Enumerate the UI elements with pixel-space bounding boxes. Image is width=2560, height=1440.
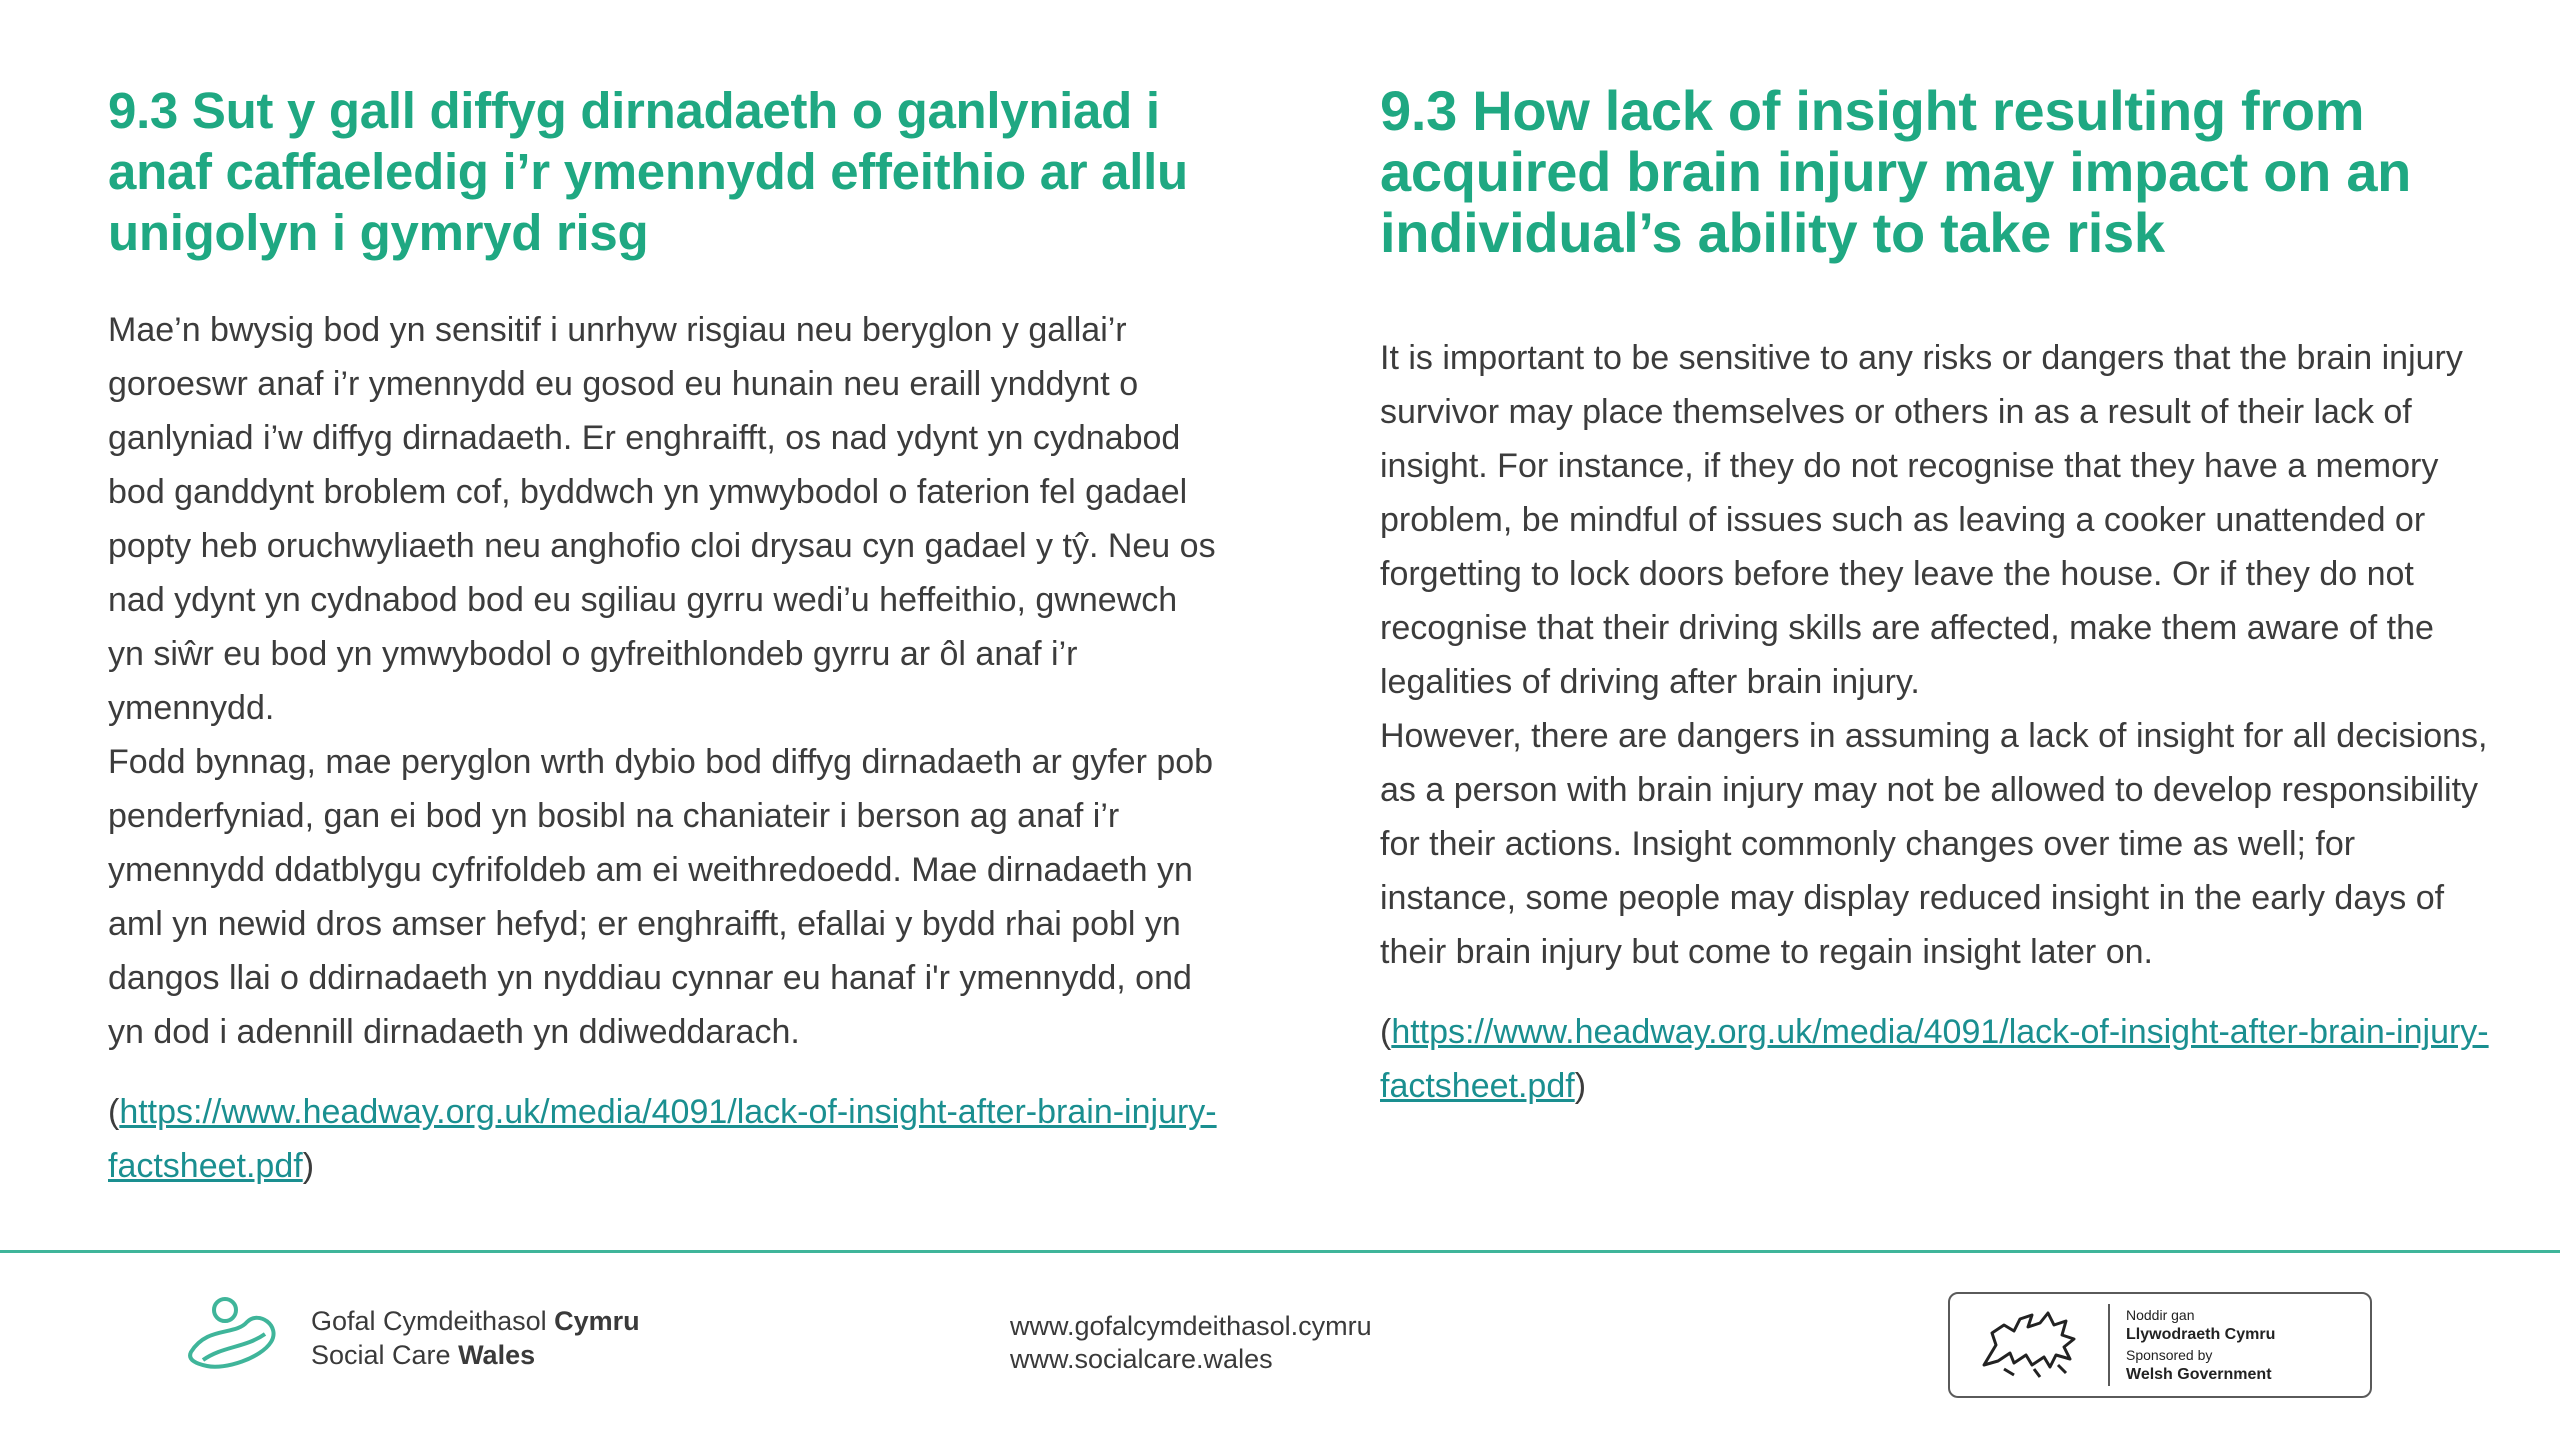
welsh-ref-open: ( bbox=[108, 1093, 120, 1131]
welsh-column bbox=[108, 80, 1218, 1193]
english-ref-open: ( bbox=[1380, 1013, 1392, 1051]
gov-line4: Welsh Government bbox=[2126, 1366, 2272, 1383]
logo-line2-regular: Social Care bbox=[311, 1340, 459, 1370]
gov-line1: Noddir gan bbox=[2126, 1307, 2195, 1323]
footer-urls bbox=[1010, 1310, 1372, 1376]
welsh-reference bbox=[108, 1085, 1218, 1193]
gov-line3: Sponsored by bbox=[2126, 1347, 2213, 1363]
gov-text bbox=[2110, 1305, 2275, 1385]
welsh-government-badge bbox=[1948, 1292, 2372, 1398]
english-column bbox=[1380, 80, 2490, 1113]
welsh-ref-close: ) bbox=[302, 1147, 315, 1185]
logo-text bbox=[311, 1304, 640, 1372]
english-reference bbox=[1380, 1005, 2490, 1113]
english-ref-close: ) bbox=[1574, 1067, 1587, 1105]
social-care-wales-logo bbox=[185, 1296, 640, 1380]
gov-line2: Llywodraeth Cymru bbox=[2126, 1326, 2276, 1343]
english-body: It is important to be sensitive to any risks or dangers that the brain injury survivor may place themselves or others in as a result of their lack of insight. For instance, if they do not recognise that they have a memory problem, be mindful of issues such as leaving a cooker unattended or forgetting to lock doors before they leave the house. Or if they do not recognise that their driving skills are affected, make them aware of the legalities of driving after brain injury. However, there are dangers in assuming a lack of insight for all decisions, as a person with brain injury may not be allowed to develop responsibility for their actions. Insight commonly changes over time as well; for instance, some people may display reduced insight in the early days of their brain injury but come to regain insight later on. bbox=[1380, 339, 2488, 971]
welsh-reference-link[interactable]: https://www.headway.org.uk/media/4091/lack-of-insight-after-brain-injury-factsheet.pdf bbox=[108, 1093, 1217, 1185]
english-reference-link[interactable]: https://www.headway.org.uk/media/4091/lack-of-insight-after-brain-injury-factsheet.pdf bbox=[1380, 1013, 2489, 1105]
welsh-body: Mae’n bwysig bod yn sensitif i unrhyw risgiau neu beryglon y gallai’r goroeswr anaf i’r ymennydd eu gosod eu hunain neu eraill ynddynt o ganlyniad i’w diffyg dirnadaeth. Er enghraifft, os nad ydynt yn cydnabod bod ganddynt broblem cof, byddwch yn ymwybodol o faterion fel gadael popty heb oruchwyliaeth neu anghofio cloi drysau cyn gadael y tŷ. Neu os nad ydynt yn cydnabod bod eu sgiliau gyrru wedi’u heffeithio, gwnewch yn siŵr eu bod yn ymwybodol o gyfreithlondeb gyrru ar ôl anaf i’r ymennydd. Fodd bynnag, mae peryglon wrth dybio bod diffyg dirnadaeth ar gyfer pob penderfyniad, gan ei bod yn bosibl na chaniateir i berson ag anaf i’r ymennydd ddatblygu cyfrifoldeb am ei weithredoedd. Mae dirnadaeth yn aml yn newid dros amser hefyd; er enghraifft, efallai y bydd rhai pobl yn dangos llai o ddirnadaeth yn nyddiau cynnar eu hanaf i'r ymennydd, ond yn dod i adennill dirnadaeth yn ddiweddarach. bbox=[108, 311, 1216, 1051]
logo-line1-bold: Cymru bbox=[554, 1306, 640, 1336]
logo-line2-bold: Wales bbox=[458, 1340, 536, 1370]
english-heading: 9.3 How lack of insight resulting from acquired brain injury may impact on an individual’s ability to take risk bbox=[1380, 79, 2412, 264]
welsh-dragon-icon bbox=[1950, 1304, 2110, 1386]
url-english[interactable]: www.socialcare.wales bbox=[1010, 1344, 1273, 1374]
url-welsh[interactable]: www.gofalcymdeithasol.cymru bbox=[1010, 1311, 1372, 1341]
footer-divider bbox=[0, 1250, 2560, 1253]
welsh-heading: 9.3 Sut y gall diffyg dirnadaeth o ganlyniad i anaf caffaeledig i’r ymennydd effeithio ar allu unigolyn i gymryd risg bbox=[108, 82, 1188, 261]
logo-line1-regular: Gofal Cymdeithasol bbox=[311, 1306, 555, 1336]
social-care-wales-logo-icon bbox=[185, 1296, 295, 1380]
